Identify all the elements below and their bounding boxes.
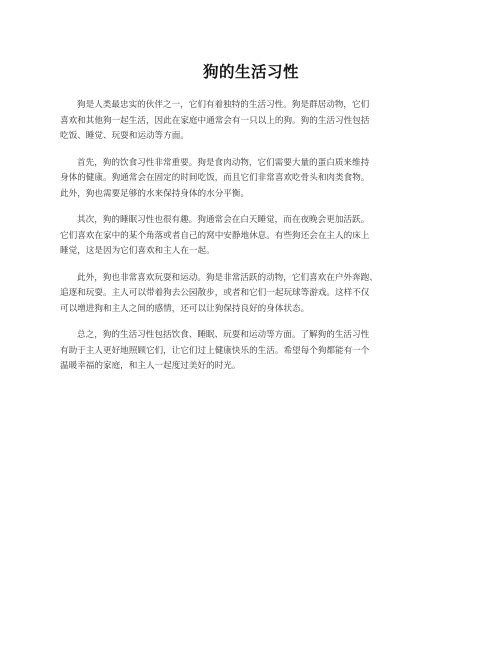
paragraph-play xyxy=(60,271,452,318)
document-title: 狗的生活习性 xyxy=(202,63,299,81)
paragraph-line: 吃饭、睡觉、玩耍和运动等方面。 xyxy=(60,131,189,141)
paragraph-line: 睡觉，这是因为它们喜欢和主人在一起。 xyxy=(60,246,215,256)
paragraph-sleep xyxy=(60,213,452,260)
paragraph-line: 温暖幸福的家庭，和主人一起度过美好的时光。 xyxy=(60,361,241,371)
paragraph-diet xyxy=(60,156,452,203)
paragraph-intro xyxy=(60,98,452,145)
paragraph-line: 喜欢和其他狗一起生活，因此在家庭中通常会有一只以上的狗。狗的生活习性包括 xyxy=(60,115,370,126)
document-body xyxy=(60,98,452,386)
paragraph-line: 追逐和玩耍。主人可以带着狗去公园散步，或者和它们一起玩球等游戏。这样不仅 xyxy=(60,288,370,298)
paragraph-line: 它们喜欢在家中的某个角落或者自己的窝中安静地休息。有些狗还会在主人的床上 xyxy=(60,230,370,241)
paragraph-summary xyxy=(60,328,452,375)
paragraph-line: 总之，狗的生活习性包括饮食、睡眠、玩耍和运动等方面。了解狗的生活习性 xyxy=(77,330,370,340)
paragraph-line: 此外，狗也需要足够的水来保持身体的水分平衡。 xyxy=(60,188,250,199)
paragraph-line: 狗是人类最忠实的伙伴之一，它们有着独特的生活习性。狗是群居动物，它们 xyxy=(77,100,370,110)
paragraph-line: 此外，狗也非常喜欢玩耍和运动。狗是非常活跃的动物，它们喜欢在户外奔跑、 xyxy=(77,272,378,283)
paragraph-line: 有助于主人更好地照顾它们，让它们过上健康快乐的生活。希望每个狗都能有一个 xyxy=(60,345,370,356)
paragraph-line: 其次，狗的睡眠习性也很有趣。狗通常会在白天睡觉，而在夜晚会更加活跃。 xyxy=(77,215,370,225)
paragraph-line: 身体的健康。狗通常会在固定的时间吃饭，而且它们非常喜欢吃骨头和肉类食物。 xyxy=(60,173,370,183)
paragraph-line: 首先，狗的饮食习性非常重要。狗是食肉动物，它们需要大量的蛋白质来维持 xyxy=(77,157,370,168)
paragraph-line: 可以增进狗和主人之间的感情，还可以让狗保持良好的身体状态。 xyxy=(60,303,310,314)
